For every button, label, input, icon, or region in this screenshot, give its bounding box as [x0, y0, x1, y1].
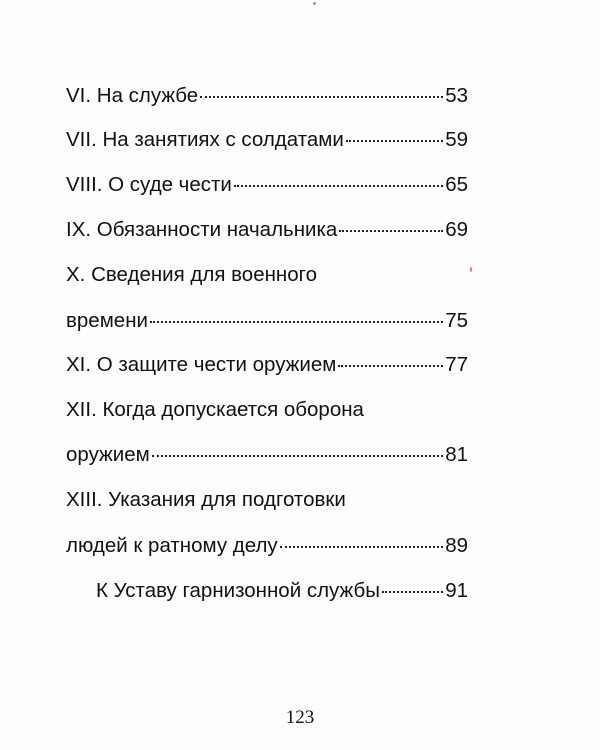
dot-leader: [234, 185, 443, 187]
toc-entry: [66, 534, 468, 558]
toc-entry-continuation: оружием: [66, 443, 150, 466]
toc-entry-page: 81: [445, 443, 468, 466]
toc-entry-page: 77: [445, 353, 468, 376]
toc-entry-page: 65: [445, 173, 468, 196]
dot-leader: [382, 591, 443, 593]
toc-entry: [96, 579, 468, 603]
print-speck: [313, 2, 316, 5]
toc-entry-continuation: времени: [66, 309, 148, 332]
toc-entry-title: XIII. Указания для подготовки: [66, 488, 346, 511]
dot-leader: [200, 96, 443, 98]
dot-leader: [150, 321, 443, 323]
print-speck: [470, 267, 472, 272]
dot-leader: [338, 365, 443, 367]
toc-entry: [66, 353, 468, 377]
toc-entry-title: XII. Когда допускается оборона: [66, 398, 364, 421]
toc-entry-page: 69: [445, 218, 468, 241]
toc-entry-page: 59: [445, 128, 468, 151]
toc-entry-page: 53: [445, 84, 468, 107]
toc-entry-heading-line: [66, 488, 468, 512]
toc-entry-title: VII. На занятиях с солдатами: [66, 128, 344, 151]
toc-entry-heading-line: [66, 263, 468, 287]
toc-entry-page: 91: [445, 579, 468, 602]
dot-leader: [152, 455, 443, 457]
toc-entry: [66, 443, 468, 467]
toc-entry: [66, 128, 468, 152]
toc-entry-page: 75: [445, 309, 468, 332]
toc-entry-heading-line: [66, 398, 468, 422]
toc-entry-title: VI. На службе: [66, 84, 199, 107]
toc-entry-title: К Уставу гарнизонной службы: [96, 579, 380, 602]
toc-entry-page: 89: [445, 534, 468, 557]
toc-entry: [66, 84, 468, 108]
toc-entry-title: X. Сведения для военного: [66, 263, 318, 286]
toc-entry: [66, 309, 468, 333]
page-number: 123: [285, 707, 315, 728]
toc-entry-title: XI. О защите чести оружием: [66, 353, 337, 376]
toc-entry-continuation: людей к ратному делу: [66, 534, 278, 557]
toc-entry: [66, 173, 468, 197]
toc-entry: [66, 218, 468, 242]
toc-entry-title: IX. Обязанности начальника: [66, 218, 338, 241]
toc-entry-title: VIII. О суде чести: [66, 173, 232, 196]
dot-leader: [339, 230, 443, 232]
dot-leader: [346, 140, 443, 142]
dot-leader: [280, 546, 444, 548]
